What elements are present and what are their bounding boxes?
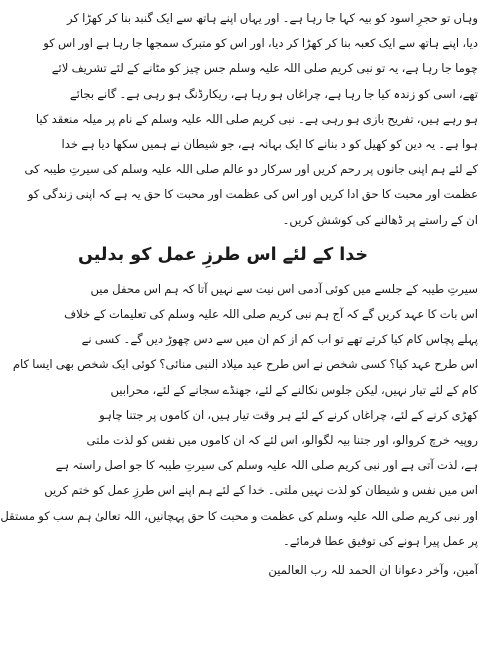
text-line: ہوا ہے۔ یہ دین کو کھیل کو د بنانے کا ایک بہانہ ہے، جو شیطان نے ہمیں سکھا دیا ہے خدا: [61, 137, 478, 152]
text-line: دیا، اپنے ہاتھ سے ایک کعبہ بنا کر کھڑا کر دیا، اور اس کو متبرک سمجھا جا رہا ہے اور اس کو: [43, 36, 478, 51]
text-line: کھڑی کرنے کے لئے، چراغاں کرنے کے لئے ہر وقت تیار ہیں، ان کاموں پر جتنا چاہو: [99, 407, 478, 422]
text-line: وہاں تو حجرِ اسود کو بیہ کہا جا رہا ہے۔ اور یہاں اپنے ہاتھ سے ایک گنبد بنا کر کھڑا کر: [67, 11, 478, 25]
text-line: ہے، لذت آتی ہے اور نبی کریم صلی اللہ علیہ وسلم کی سیرتِ طیبہ کا جو اصل راستہ ہے: [55, 458, 478, 473]
text-line: اور نبی کریم صلی اللہ علیہ وسلم کی عظمت و محبت کا حق پہچانیں، اللہ تعالیٰ ہم سب کو مستقل: [0, 508, 478, 523]
section-heading-container: [80, 240, 478, 270]
text-line: اس بات کا عہد کریں گے کہ آج ہم نبی کریم صلی اللہ علیہ وسلم کی تعلیمات کے خلاف: [64, 307, 478, 322]
text-line: سیرتِ طیبہ کے جلسے میں کوئی آدمی اس نیت سے نہیں آتا کہ ہم اس محفل میں: [90, 281, 478, 296]
text-line: عظمت اور محبت کا حق ادا کریں اور اس کی عظمت اور محبت کا حق یہ ہے کہ اپنی زندگی کو: [27, 187, 478, 202]
text-line: روپیہ خرچ کروالو، اور جتنا بیہ لگوالو، اس لئے کہ ان کاموں میں نفس کو لذت ملتی: [86, 433, 478, 448]
text-line: ہو رہے ہیں، تفریح بازی ہو رہی ہے۔ نبی کریم صلی اللہ علیہ وسلم کے نام پر میلہ منعقد کیا: [35, 111, 478, 126]
text-line: ان کے راستے پر ڈھالنے کی کوشش کریں۔: [282, 212, 478, 227]
text-line: پر عمل پیرا ہونے کی توفیق عطا فرمائے۔: [282, 533, 478, 548]
text-line: چوما جا رہا ہے، یہ تو نبی کریم صلی اللہ علیہ وسلم جس چیز کو مٹانے کے لئے تشریف لائے: [51, 61, 478, 76]
text-line: اس طرح عہد کیا؟ کسی شخص نے اس طرح عید میلاد النبی منائی؟ کوئی ایک شخص بھی ایسا کام: [12, 357, 478, 372]
text-line: کے لئے ہم اپنی جانوں پر رحم کریں اور سرکار دو عالم صلی اللہ علیہ وسلم کی سیرتِ طیبہ کی: [24, 162, 478, 177]
section-heading: خدا کے لئے اس طرزِ عمل کو بدلیں: [78, 244, 368, 265]
text-line: اس میں نفس و شیطان کو لذت نہیں ملتی۔ خدا کے لئے ہم اپنے اس طرزِ عمل کو ختم کریں: [44, 483, 478, 498]
closing-dua: آمین، وآخر دعوانا ان الحمد للہ رب العالمین: [268, 563, 478, 578]
paragraph-1: [24, 6, 478, 233]
text-line: پہلے پچاس کام کیا کرتے تھے تو اب کم از کم ان میں سے دس چھوڑ دیں گے۔ کسی نے: [81, 332, 478, 347]
text-line: تھے، اسی کو زندہ کیا جا رہا ہے، چراغاں ہو رہا ہے، ریکارڈنگ ہو رہی ہے۔ گانے بجائے: [69, 86, 478, 101]
text-line: کام کے لئے تیار نہیں، لیکن جلوس نکالنے کے لئے، جھنڈے سجانے کے لئے، محرابیں: [110, 382, 478, 397]
paragraph-2: [0, 277, 478, 554]
